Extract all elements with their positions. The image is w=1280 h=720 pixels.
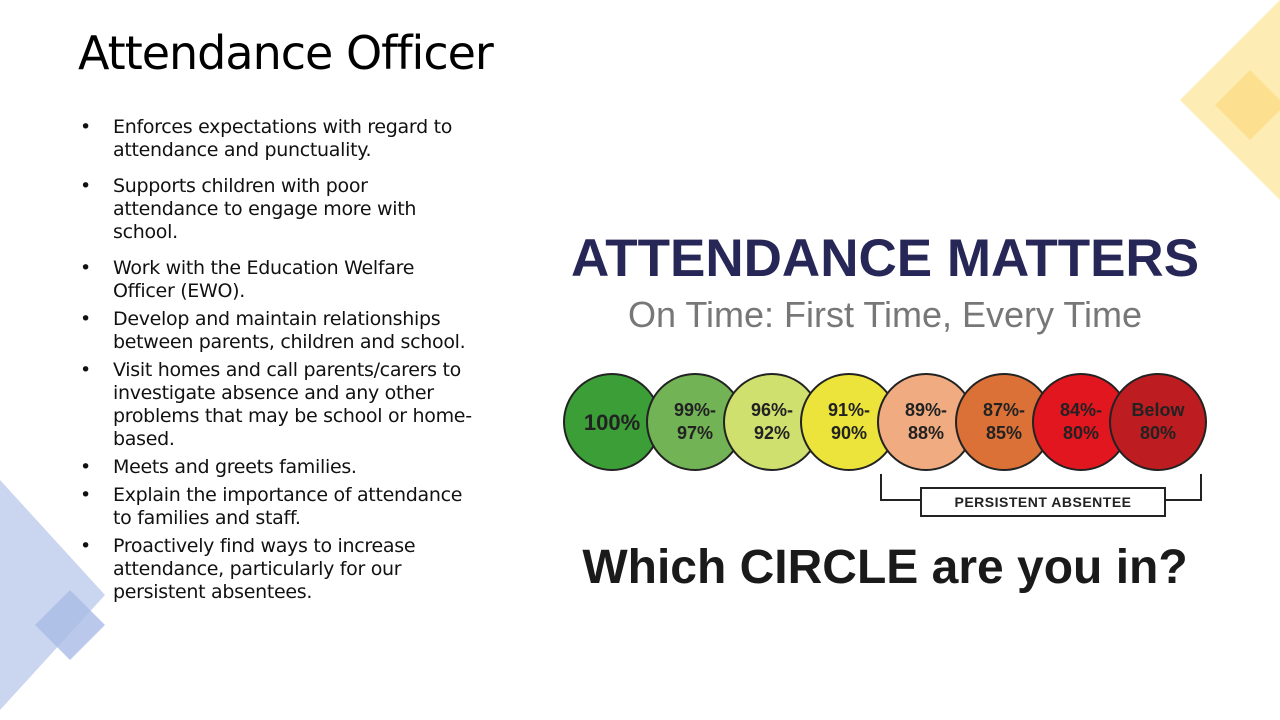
attendance-circle: 100% (563, 373, 661, 471)
persistent-absentee-label: PERSISTENT ABSENTEE (920, 487, 1166, 517)
bullet-item: • Meets and greets families. (80, 456, 357, 478)
slide-title: Attendance Officer (78, 26, 493, 80)
attendance-circle: 84%- 80% (1032, 373, 1130, 471)
bullet-item: • Develop and maintain relationships between parents, children and school. (80, 308, 466, 353)
bullet-dot: • (80, 359, 91, 381)
bullet-dot: • (80, 456, 91, 478)
top-right-decoration (1170, 0, 1280, 210)
bullet-item: • Explain the importance of attendance to families and staff. (80, 484, 463, 529)
attendance-circle: 99%- 97% (646, 373, 744, 471)
bullet-dot: • (80, 308, 91, 330)
bullet-item: • Proactively find ways to increase attendance, particularly for our persistent absentees. (80, 535, 416, 603)
bullet-item: • Visit homes and call parents/carers to investigate absence and any other problems that may be school or home-based. (80, 359, 472, 450)
circle-question: Which CIRCLE are you in? (582, 541, 1188, 594)
bullet-dot: • (80, 116, 91, 138)
bullet-list (78, 116, 478, 609)
bullet-item: • Work with the Education Welfare Officer (EWO). (80, 257, 415, 302)
attendance-circle: 96%- 92% (723, 373, 821, 471)
bullet-item: • Enforces expectations with regard to attendance and punctuality. (80, 116, 453, 161)
bullet-dot: • (80, 535, 91, 557)
attendance-circle: 91%- 90% (800, 373, 898, 471)
bullet-dot: • (80, 175, 91, 197)
attendance-poster-header (560, 228, 1210, 336)
bullet-item: • Supports children with poor attendance to engage more with school. (80, 175, 417, 243)
attendance-circle: 89%- 88% (877, 373, 975, 471)
poster-heading: ATTENDANCE MATTERS (570, 229, 1200, 288)
attendance-circle: Below 80% (1109, 373, 1207, 471)
bullet-dot: • (80, 484, 91, 506)
bullet-dot: • (80, 257, 91, 279)
poster-subheading: On Time: First Time, Every Time (627, 294, 1143, 335)
attendance-circles (563, 373, 1203, 471)
attendance-circle: 87%- 85% (955, 373, 1053, 471)
